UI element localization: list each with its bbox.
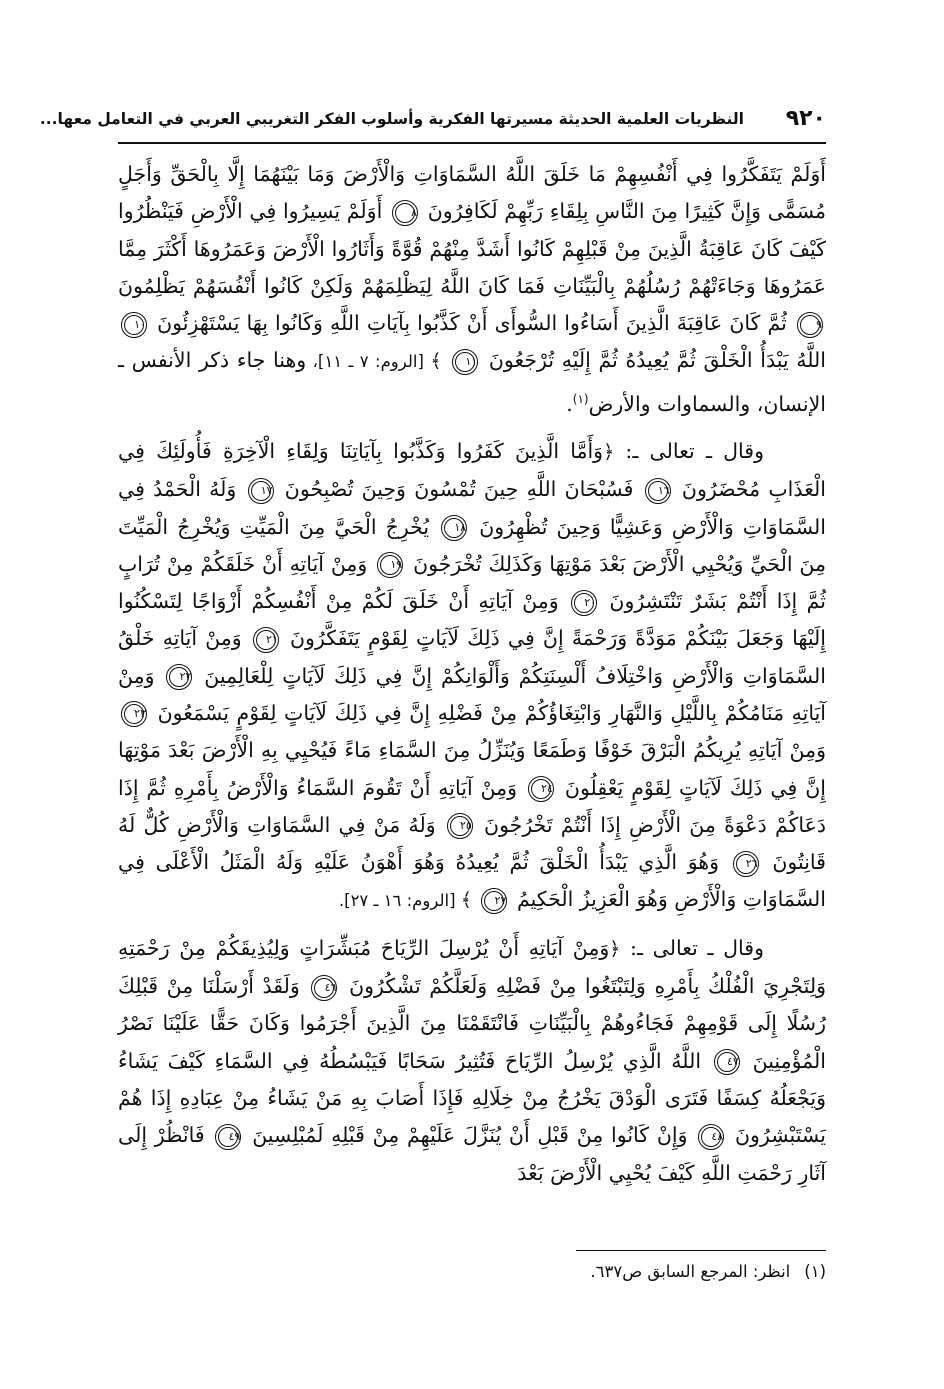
verse-number-marker: ٢٠: [571, 590, 597, 616]
page-header: [39, 104, 826, 140]
running-title: النظريات العلمية الحديثة مسيرتها الفكرية وأسلوب الفكر التغريبي العربي في التعامل معها...: [39, 110, 744, 128]
verse-number-marker: ٢٤: [528, 776, 554, 802]
verse-number-marker: ٤٩: [215, 1124, 241, 1150]
verse-number-marker: ٤٨: [698, 1124, 724, 1150]
verse-number-marker: ٤٦: [311, 975, 337, 1001]
footnote: [118, 1262, 826, 1281]
quran-verse-text: وَمِنْ آيَاتِهِ يُرِيكُمُ الْبَرْقَ خَوْفًا وَطَمَعًا وَيُنَزِّلُ مِنَ السَّمَاءِ مَاءً فَيُحْيِي بِهِ الْأَرْضَ بَعْدَ مَوْتِهَا إِنَّ فِي ذَلِكَ لَآيَاتٍ لِقَوْمٍ يَعْقِلُونَ: [118, 738, 826, 800]
quran-verse-text: وَمِنْ آيَاتِهِ خَلْقُ السَّمَاوَاتِ وَالْأَرْضِ وَاخْتِلَافُ أَلْسِنَتِكُمْ وَأَلْوَانِكُمْ إِنَّ فِي ذَلِكَ لَآيَاتٍ لِلْعَالِمِينَ: [118, 626, 826, 688]
verse-number-marker: ٢٧: [481, 888, 507, 914]
verse-number-marker: ٢٢: [166, 664, 192, 690]
paragraph: [118, 433, 826, 920]
quran-verse-text: أَوَلَمْ يَسِيرُوا فِي الْأَرْضِ فَيَنْظُرُوا كَيْفَ كَانَ عَاقِبَةُ الَّذِينَ مِنْ قَبْلِهِمْ كَانُوا أَشَدَّ مِنْهُمْ قُوَّةً وَأَثَارُوا الْأَرْضَ وَعَمَرُوهَا أَكْثَرَ مِمَّا عَمَرُوهَا وَجَاءَتْهُمْ رُسُلُهُمْ بِالْبَيِّنَاتِ فَمَا كَانَ اللَّهُ لِيَظْلِمَهُمْ وَلَكِنْ كَانُوا أَنْفُسَهُمْ يَظْلِمُونَ: [118, 199, 826, 298]
verse-number-marker: ٩: [797, 312, 823, 338]
quran-verse-text: فَانْظُرْ إِلَى آثَارِ رَحْمَتِ اللَّهِ كَيْفَ يُحْيِي الْأَرْضَ بَعْدَ: [118, 1123, 826, 1185]
quran-verse-text: وَمِنْ آيَاتِهِ أَنْ خَلَقَكُمْ مِنْ تُرَابٍ ثُمَّ إِذَا أَنْتُمْ بَشَرٌ تَنْتَشِرُونَ: [118, 551, 826, 614]
footnote-reference: (١): [572, 391, 589, 406]
quran-verse-text: وَمِنْ آيَاتِهِ مَنَامُكُمْ بِاللَّيْلِ وَالنَّهَارِ وَابْتِغَاؤُكُمْ مِنْ فَضْلِهِ إِنَّ فِي ذَلِكَ لَآيَاتٍ لِقَوْمٍ يَسْمَعُونَ: [118, 663, 826, 725]
surah-reference: [الروم: ٧ ـ ١١]،: [306, 352, 431, 372]
footnote-number: (١): [804, 1262, 826, 1281]
quran-bracket: ﴿: [609, 937, 621, 960]
verse-number-marker: ١٨: [441, 515, 467, 541]
verse-number-marker: ٢٦: [733, 851, 759, 877]
paragraph: [118, 930, 826, 1192]
quran-verse-text: وَمِنْ آيَاتِهِ أَنْ تَقُومَ السَّمَاءُ وَالْأَرْضُ بِأَمْرِهِ ثُمَّ إِذَا دَعَاكُمْ دَعْوَةً مِنَ الْأَرْضِ إِذَا أَنْتُمْ تَخْرُجُونَ: [118, 775, 826, 837]
verse-number-marker: ٨: [392, 200, 418, 226]
header-rule: [118, 142, 826, 144]
quran-verse-text: وَلَهُ مَنْ فِي السَّمَاوَاتِ وَالْأَرْضِ كُلٌّ لَهُ قَانِتُونَ: [118, 812, 826, 875]
footnote-text: انظر: المرجع السابق ص٦٣٧.: [590, 1262, 791, 1281]
quran-bracket: ﴿: [603, 440, 615, 463]
quran-verse-text: وَمِنْ آيَاتِهِ أَنْ خَلَقَ لَكُمْ مِنْ أَنْفُسِكُمْ أَزْوَاجًا لِتَسْكُنُوا إِلَيْهَا وَجَعَلَ بَيْنَكُمْ مَوَدَّةً وَرَحْمَةً إِنَّ فِي ذَلِكَ لَآيَاتٍ لِقَوْمٍ يَتَفَكَّرُونَ: [118, 589, 826, 651]
body-text-run: .: [566, 391, 573, 416]
quran-verse-text: وَهُوَ الَّذِي يَبْدَأُ الْخَلْقَ ثُمَّ يُعِيدُهُ وَهُوَ أَهْوَنُ عَلَيْهِ وَلَهُ الْمَثَلُ الْأَعْلَى فِي السَّمَاوَاتِ وَالْأَرْضِ وَهُوَ الْعَزِيزُ الْحَكِيمُ: [118, 850, 826, 912]
surah-reference: [الروم: ١٦ ـ ٢٧].: [338, 891, 461, 911]
quran-verse-text: وَلَقَدْ أَرْسَلْنَا مِنْ قَبْلِكَ رُسُلًا إِلَى قَوْمِهِمْ فَجَاءُوهُمْ بِالْبَيِّنَاتِ فَانْتَقَمْنَا مِنَ الَّذِينَ أَجْرَمُوا وَكَانَ حَقًّا عَلَيْنَا نَصْرُ الْمُؤْمِنِينَ: [118, 974, 826, 1073]
footnote-rule: [576, 1250, 826, 1251]
quran-bracket: ﴾: [430, 350, 442, 373]
quran-verse-text: وَلَهُ الْحَمْدُ فِي السَّمَاوَاتِ وَالْأَرْضِ وَعَشِيًّا وَحِينَ تُظْهِرُونَ: [118, 477, 826, 539]
verse-number-marker: ١١: [452, 349, 478, 375]
quran-bracket: ﴾: [460, 889, 472, 912]
body-text-run: وهنا جاء ذكر الأنفس ـ الإنسان، والسماوات والأرض: [118, 348, 826, 416]
quran-verse-text: أَوَلَمْ يَتَفَكَّرُوا فِي أَنْفُسِهِمْ مَا خَلَقَ اللَّهُ السَّمَاوَاتِ وَالْأَرْضَ وَمَا بَيْنَهُمَا إِلَّا بِالْحَقِّ وَأَجَلٍ مُسَمًّى وَإِنَّ كَثِيرًا مِنَ النَّاسِ بِلِقَاءِ رَبِّهِمْ لَكَافِرُونَ: [118, 162, 826, 224]
verse-number-marker: ٢٥: [447, 813, 473, 839]
body-text-run: وقال ـ تعالى ـ:: [620, 935, 764, 960]
verse-number-marker: ٢٣: [121, 701, 147, 727]
quran-verse-text: وَأَمَّا الَّذِينَ كَفَرُوا وَكَذَّبُوا بِآيَاتِنَا وَلِقَاءِ الْآخِرَةِ فَأُولَئِكَ فِي الْعَذَابِ مُحْضَرُونَ: [118, 438, 826, 502]
verse-number-marker: ٤٧: [714, 1049, 740, 1075]
paragraph: [118, 156, 826, 423]
verse-number-marker: ١٦: [645, 478, 671, 504]
verse-number-marker: ٢١: [253, 627, 279, 653]
verse-number-marker: ١٩: [377, 552, 403, 578]
page-number: ٩٢٠: [785, 106, 826, 131]
quran-verse-text: يُخْرِجُ الْحَيَّ مِنَ الْمَيِّتِ وَيُخْرِجُ الْمَيِّتَ مِنَ الْحَيِّ وَيُحْيِي الْأَرْضَ بَعْدَ مَوْتِهَا وَكَذَلِكَ تُخْرَجُونَ: [118, 514, 826, 576]
verse-number-marker: ١٠: [121, 312, 147, 338]
quran-verse-text: فَسُبْحَانَ اللَّهِ حِينَ تُمْسُونَ وَحِينَ تُصْبِحُونَ: [284, 477, 634, 502]
body-text-run: وقال ـ تعالى ـ:: [614, 438, 764, 463]
quran-verse-text: اللَّهُ الَّذِي يُرْسِلُ الرِّيَاحَ فَتُثِيرُ سَحَابًا فَيَبْسُطُهُ فِي السَّمَاءِ كَيْفَ يَشَاءُ وَيَجْعَلُهُ كِسَفًا فَتَرَى الْوَدْقَ يَخْرُجُ مِنْ خِلَالِهِ فَإِذَا أَصَابَ بِهِ مَنْ يَشَاءُ مِنْ عِبَادِهِ إِذَا هُمْ يَسْتَبْشِرُونَ: [118, 1048, 826, 1148]
quran-verse-text: وَمِنْ آيَاتِهِ أَنْ يُرْسِلَ الرِّيَاحَ مُبَشِّرَاتٍ وَلِيُذِيقَكُمْ مِنْ رَحْمَتِهِ وَلِتَجْرِيَ الْفُلْكُ بِأَمْرِهِ وَلِتَبْتَغُوا مِنْ فَضْلِهِ وَلَعَلَّكُمْ تَشْكُرُونَ: [118, 935, 826, 999]
quran-verse-text: وَإِنْ كَانُوا مِنْ قَبْلِ أَنْ يُنَزَّلَ عَلَيْهِمْ مِنْ قَبْلِهِ لَمُبْلِسِينَ: [252, 1123, 688, 1148]
quran-verse-text: ثُمَّ كَانَ عَاقِبَةَ الَّذِينَ أَسَاءُوا السُّوأَى أَنْ كَذَّبُوا بِآيَاتِ اللَّهِ وَكَانُوا بِهَا يَسْتَهْزِئُونَ: [157, 311, 787, 336]
body-text: [118, 156, 826, 1192]
verse-number-marker: ١٧: [248, 478, 274, 504]
quran-verse-text: اللَّهُ يَبْدَأُ الْخَلْقَ ثُمَّ يُعِيدُهُ ثُمَّ إِلَيْهِ تُرْجَعُونَ: [488, 348, 826, 373]
